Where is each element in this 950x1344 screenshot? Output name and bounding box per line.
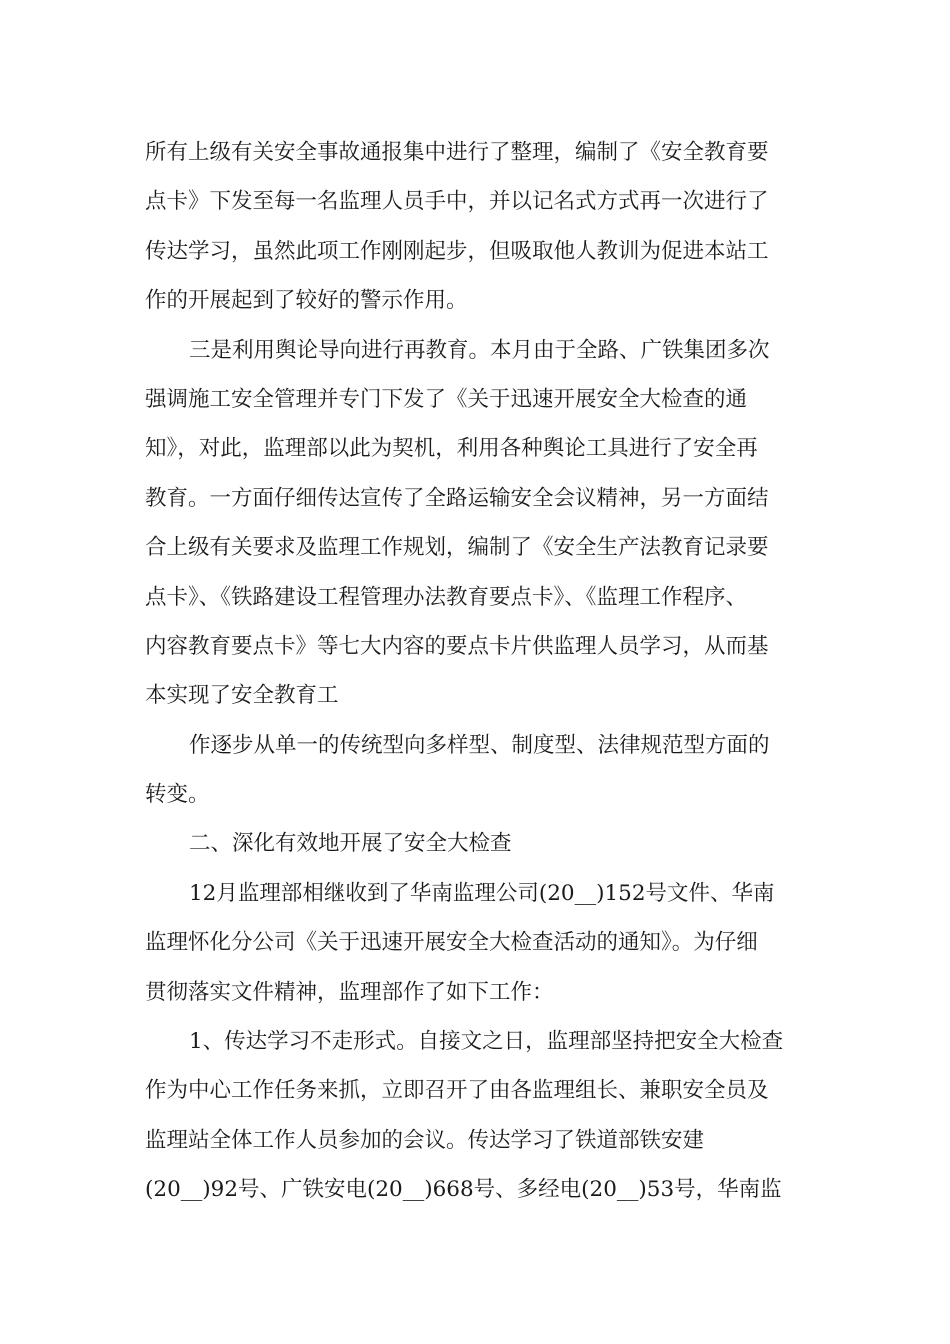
text-line: 转变。 [145, 782, 210, 808]
text-line: 作的开展起到了较好的警示作用。 [145, 288, 468, 314]
text-line: 作为中心工作任务来抓，立即召开了由各监理组长、兼职安全员及 [145, 1078, 769, 1104]
text-line: (20__)92号、广铁安电(20__)668号、多经电(20__)53号，华南监 [145, 1177, 782, 1203]
text-line: 本实现了安全教育工 [145, 683, 339, 709]
text-line: 监理站全体工作人员参加的会议。传达学习了铁道部铁安建 [145, 1127, 705, 1153]
text-line: 内容教育要点卡》等七大内容的要点卡片供监理人员学习，从而基 [145, 633, 769, 659]
text-line: 三是利用舆论导向进行再教育。本月由于全路、广铁集团多次 [189, 337, 770, 363]
text-line: 传达学习，虽然此项工作刚刚起步，但吸取他人教训为促进本站工 [145, 238, 769, 264]
text-line: 知》，对此，监理部以此为契机，利用各种舆论工具进行了安全再 [145, 436, 758, 462]
text-line: 点卡》、《铁路建设工程管理办法教育要点卡》、《监理工作程序、 [145, 584, 748, 610]
text-line: 12月监理部相继收到了华南监理公司(20__)152号文件、华南 [189, 880, 775, 906]
text-line: 监理怀化分公司《关于迅速开展安全大检查活动的通知》。为仔细 [145, 930, 758, 956]
text-line: 1、传达学习不走形式。自接文之日，监理部坚持把安全大检查 [189, 1029, 784, 1055]
text-line: 合上级有关要求及监理工作规划，编制了《安全生产法教育记录要 [145, 535, 769, 561]
text-line: 所有上级有关安全事故通报集中进行了整理，编制了《安全教育要 [145, 140, 769, 165]
document-body [145, 128, 825, 1215]
text-line: 教育。一方面仔细传达宣传了全路运输安全会议精神，另一方面结 [145, 485, 769, 511]
text-line: 二、深化有效地开展了安全大检查 [189, 831, 512, 857]
text-line: 强调施工安全管理并专门下发了《关于迅速开展安全大检查的通 [145, 386, 748, 412]
text-line: 点卡》下发至每一名监理人员手中，并以记名式方式再一次进行了 [145, 189, 769, 215]
text-line: 贯彻落实文件精神，监理部作了如下工作： [145, 979, 554, 1005]
text-line: 作逐步从单一的传统型向多样型、制度型、法律规范型方面的 [189, 732, 770, 758]
